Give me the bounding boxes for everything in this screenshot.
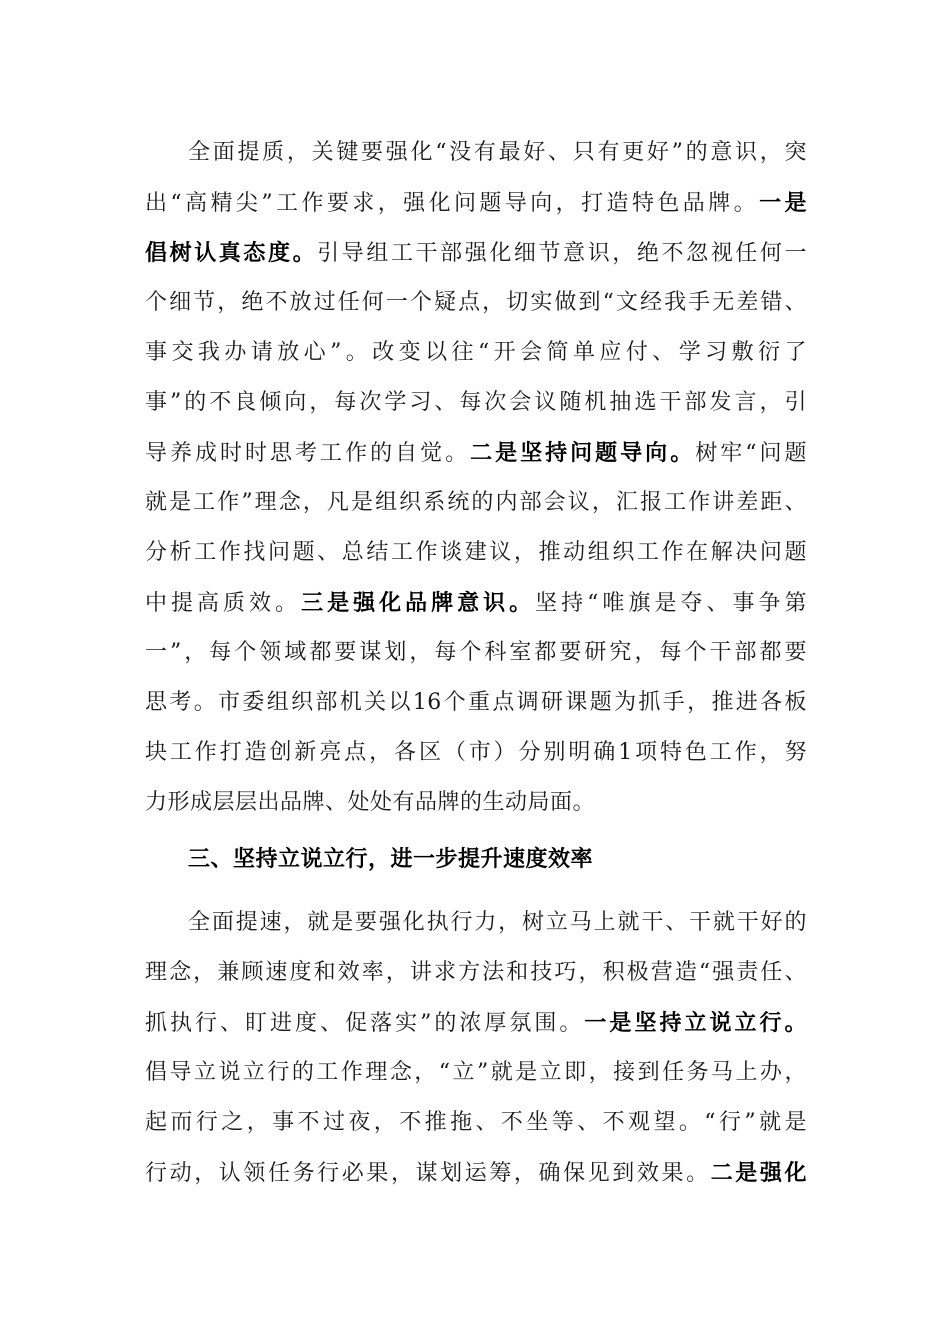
- paragraph-1-line-12: [145, 683, 807, 723]
- bold-run: 倡树认真态度。: [145, 240, 318, 266]
- paragraph-1-line-8: [145, 483, 807, 523]
- text-run: 树牢“问题: [695, 441, 807, 466]
- paragraph-1-line-9: [145, 533, 807, 573]
- paragraph-2-line-5: [145, 1103, 807, 1143]
- text-run: 行动，认领任务行必果，谋划运筹，确保见到效果。: [145, 1161, 711, 1186]
- paragraph-1-line-11: [145, 633, 807, 673]
- paragraph-1-line-3: [145, 233, 807, 273]
- paragraph-1-line-14: [145, 783, 807, 823]
- text-run: 块工作打造创新亮点，各区（市）分别明确1项特色工作，努: [145, 740, 807, 765]
- text-run: 全面提质，关键要强化“没有最好、只有更好”的意识，突: [188, 140, 807, 165]
- bold-run: 三是强化品牌意识。: [301, 590, 536, 616]
- bold-run: 二是强化: [710, 1160, 807, 1186]
- paragraph-1-line-2: [145, 183, 807, 223]
- bold-run: 一是坚持立说立行。: [584, 1010, 807, 1036]
- paragraph-1-line-4: [145, 283, 807, 323]
- bold-run: 一是: [759, 190, 807, 216]
- text-run: 理念，兼顾速度和效率，讲求方法和技巧，积极营造“强责任、: [145, 960, 807, 985]
- text-run: 导养成时时思考工作的自觉。: [145, 441, 471, 466]
- text-run: 力形成层层出品牌、处处有品牌的生动局面。: [145, 790, 596, 815]
- paragraph-1-line-10: [145, 583, 807, 623]
- text-run: 中提高质效。: [145, 591, 302, 616]
- text-run: 引导组工干部强化细节意识，绝不忽视任何一: [317, 241, 807, 266]
- paragraph-1-line-1: [188, 133, 807, 173]
- text-run: 全面提速，就是要强化执行力，树立马上就干、干就干好的: [188, 910, 807, 935]
- text-run: 起而行之，事不过夜，不推拖、不坐等、不观望。“行”就是: [145, 1110, 807, 1135]
- text-run: 个细节，绝不放过任何一个疑点，切实做到“文经我手无差错、: [145, 290, 807, 315]
- text-run: 坚持“唯旗是夺、事争第: [535, 591, 807, 616]
- text-run: 分析工作找问题、总结工作谈建议，推动组织工作在解决问题: [145, 540, 807, 565]
- paragraph-1-line-5: [145, 333, 807, 373]
- paragraph-2-line-3: [145, 1003, 807, 1043]
- paragraph-1-line-7: [145, 433, 807, 473]
- paragraph-2-line-4: [145, 1053, 807, 1093]
- text-run: 一”，每个领域都要谋划，每个科室都要研究，每个干部都要: [145, 640, 807, 665]
- paragraph-1-line-13: [145, 733, 807, 773]
- text-run: 出“高精尖”工作要求，强化问题导向，打造特色品牌。: [145, 191, 760, 216]
- bold-run: 二是坚持问题导向。: [470, 440, 696, 466]
- text-run: 事”的不良倾向，每次学习、每次会议随机抽选干部发言，引: [145, 390, 807, 415]
- text-run: 抓执行、盯进度、促落实”的浓厚氛围。: [145, 1011, 585, 1036]
- paragraph-2-line-6: [145, 1153, 807, 1193]
- text-run: 思考。市委组织部机关以16个重点调研课题为抓手，推进各板: [145, 690, 807, 715]
- paragraph-2-line-2: [145, 953, 807, 993]
- text-run: 就是工作”理念，凡是组织系统的内部会议，汇报工作讲差距、: [145, 490, 807, 515]
- paragraph-1-line-6: [145, 383, 807, 423]
- paragraph-2-line-1: [188, 903, 807, 943]
- section-heading: 三、坚持立说立行，进一步提升速度效率: [188, 846, 594, 872]
- text-run: 倡导立说立行的工作理念，“立”就是立即，接到任务马上办，: [145, 1060, 807, 1085]
- text-run: 事交我办请放心”。改变以往“开会简单应付、学习敷衍了: [145, 340, 807, 365]
